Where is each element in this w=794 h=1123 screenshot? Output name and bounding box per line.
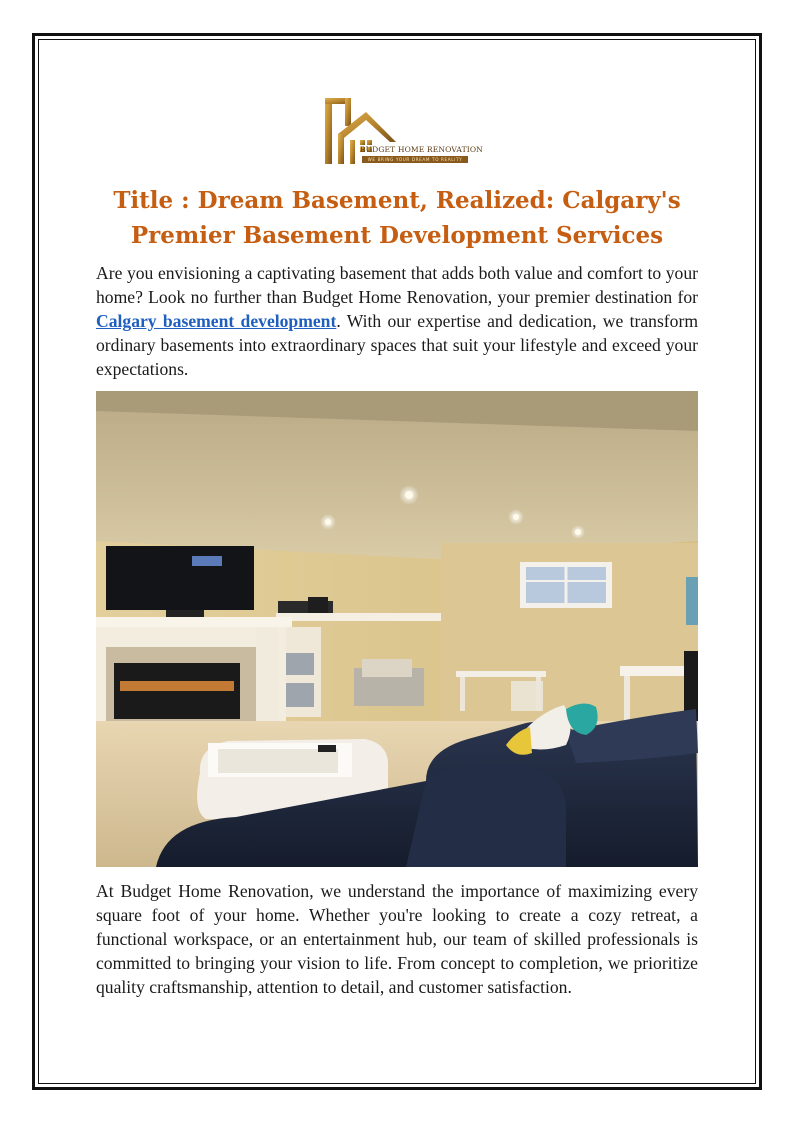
calgary-basement-link[interactable]: Calgary basement development [96,311,337,331]
basement-photo-illustration [96,391,698,867]
body-paragraph: At Budget Home Renovation, we understand the importance of maximizing every square foot of your home. Whether you're looking to create a cozy retreat, a functional workspace, or an entertainment hub, our team of skilled professionals is committed to bringing your vision to life. From concept to completion, we prioritize quality craftsmanship, attention to detail, and customer satisfaction. [96,881,698,997]
page-title: Title : Dream Basement, Realized: Calgary's Premier Basement Development Services [113,187,681,249]
intro-paragraph [96,261,698,381]
basement-photo [96,391,698,867]
intro-text-end: . With our expertise and dedication, we transform ordinary basements into extraordinary spaces that suit your lifestyle and exceed your expectations. [96,311,699,379]
logo-tagline: WE BRING YOUR DREAM TO REALITY [362,156,468,163]
intro-text-start: Are you envisioning a captivating basement that adds both value and comfort to your home? Look no further than Budget Home Renovation, your premier destination for [96,263,698,307]
logo-wordmark: BUDGET HOME RENOVATION [360,145,483,154]
